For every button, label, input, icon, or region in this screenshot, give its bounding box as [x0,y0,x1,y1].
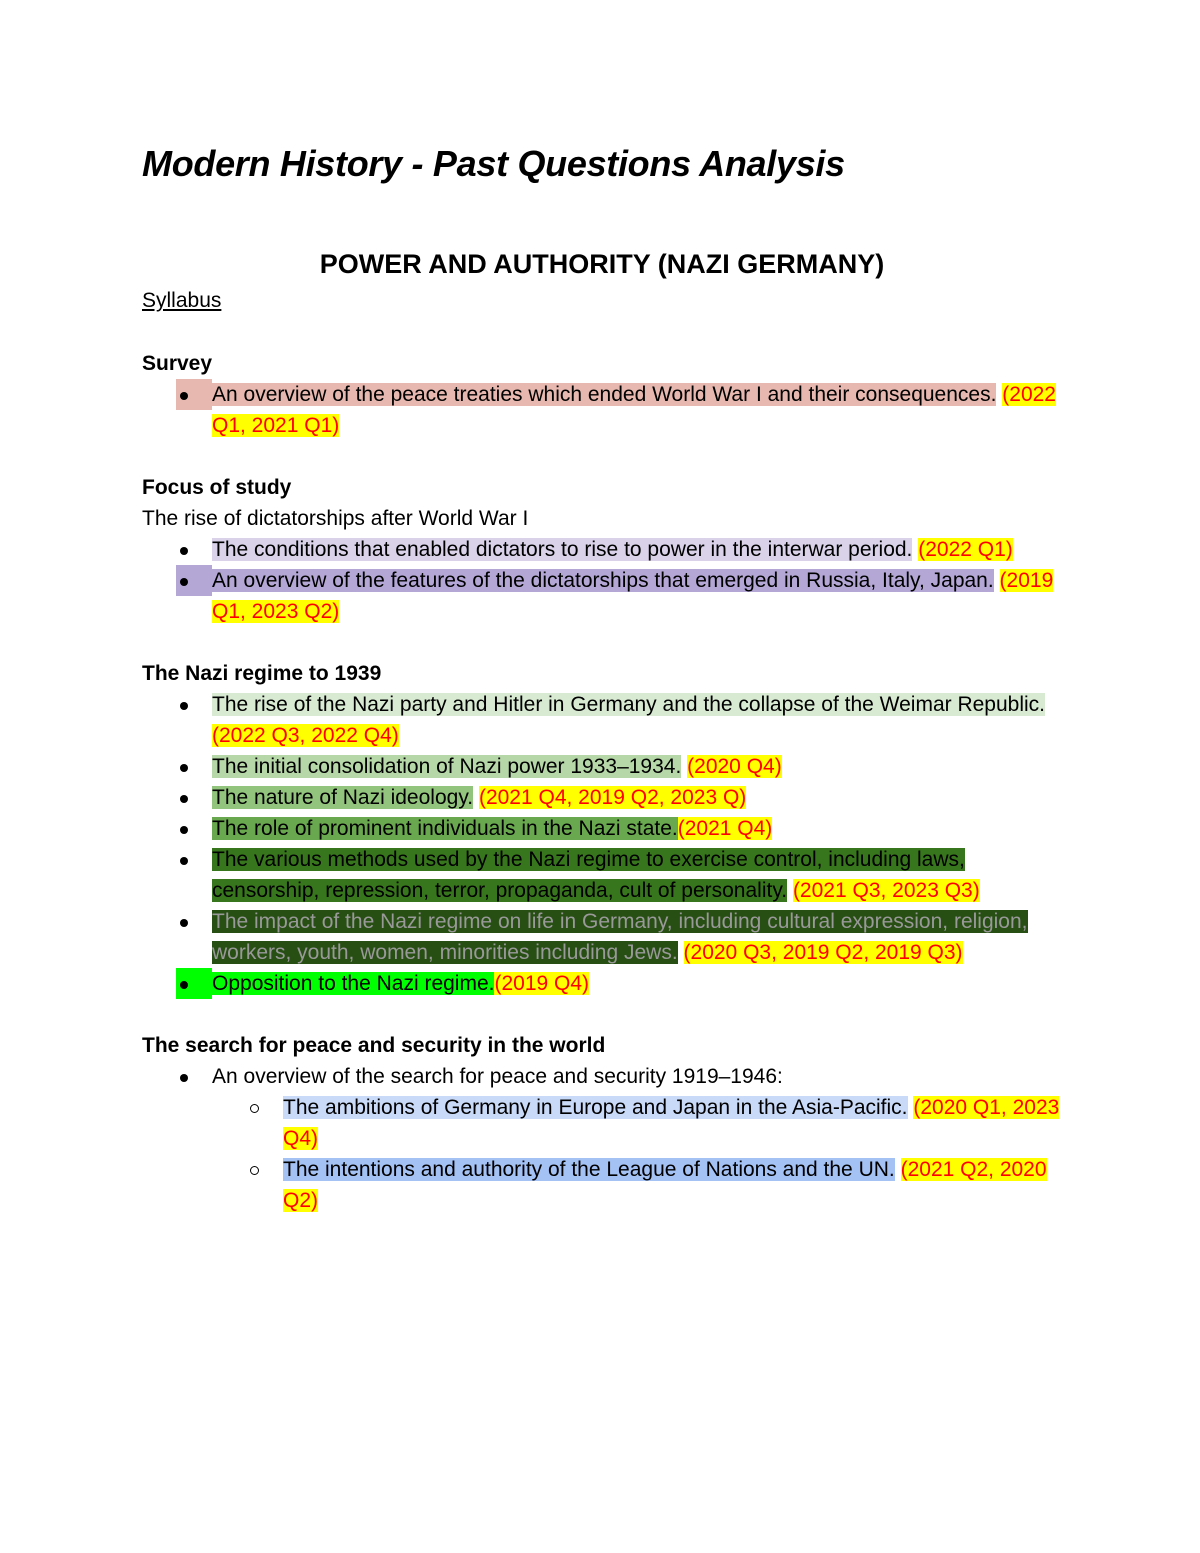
syllabus-point: An overview of the features of the dictatorships that emerged in Russia, Italy, Japan. [212,569,994,592]
exam-reference: (2020 Q1, 2023 Q4) [283,1096,1060,1150]
syllabus-point: The initial consolidation of Nazi power 1933–1934. [212,755,682,778]
list-item [142,534,1072,565]
bullet-icon [180,547,188,555]
list-item [142,844,1072,906]
syllabus-point: The impact of the Nazi regime on life in Germany, including cultural expression, religion, workers, youth, women, minorities including Jews. [212,910,1028,964]
bullet-icon [180,764,188,772]
syllabus-point: The rise of the Nazi party and Hitler in Germany and the collapse of the Weimar Republic. [212,693,1046,716]
syllabus-point: An overview of the search for peace and security 1919–1946: [212,1065,783,1088]
exam-reference: (2019 Q4) [494,972,590,995]
syllabus-point: The role of prominent individuals in the Nazi state. [212,817,678,840]
document-title: Modern History - Past Questions Analysis [142,143,845,184]
syllabus-subpoint: The intentions and authority of the League of Nations and the UN. [283,1158,895,1181]
syllabus-subpoint: The ambitions of Germany in Europe and Japan in the Asia-Pacific. [283,1096,908,1119]
bullet-icon [180,392,188,400]
list-item [142,379,1072,441]
syllabus-point: An overview of the peace treaties which ended World War I and their consequences. [212,383,997,406]
syllabus-point: The conditions that enabled dictators to rise to power in the interwar period. [212,538,913,561]
document-body [142,348,1072,1216]
exam-reference: (2020 Q3, 2019 Q2, 2019 Q3) [683,941,963,964]
syllabus-point: Opposition to the Nazi regime. [212,972,495,995]
peace-security-sublist [142,1092,1072,1216]
syllabus-link[interactable]: Syllabus [142,289,222,312]
hollow-bullet-icon [250,1104,259,1113]
exam-reference: (2020 Q4) [687,755,782,778]
list-item [142,782,1072,813]
sub-list-item [142,1092,1072,1154]
list-item [142,751,1072,782]
sub-list-item [142,1154,1072,1216]
bullet-icon [180,1074,188,1082]
survey-list [142,379,1072,441]
nazi-regime-heading: The Nazi regime to 1939 [142,662,382,685]
survey-heading: Survey [142,352,213,375]
focus-subheading: The rise of dictatorships after World War I [142,507,529,530]
bullet-icon [180,795,188,803]
bullet-icon [180,826,188,834]
bullet-icon [180,919,188,927]
bullet-icon [180,702,188,710]
list-item [142,813,1072,844]
peace-security-heading: The search for peace and security in the world [142,1034,606,1057]
list-item [142,689,1072,751]
section-title: POWER AND AUTHORITY (NAZI GERMANY) [319,249,885,279]
syllabus-point: The various methods used by the Nazi regime to exercise control, including laws, censorship, repression, terror, propaganda, cult of personality. [212,848,965,902]
list-item [142,565,1072,627]
document-content [142,140,1072,1212]
focus-list [142,534,1072,627]
hollow-bullet-icon [250,1166,259,1175]
peace-security-list [142,1061,1072,1092]
exam-reference: (2019 Q1, 2023 Q2) [212,569,1054,623]
exam-reference: (2022 Q1) [918,538,1013,561]
exam-reference: (2022 Q1, 2021 Q1) [212,383,1056,437]
exam-reference: (2021 Q4, 2019 Q2, 2023 Q) [478,786,747,809]
syllabus-point: The nature of Nazi ideology. [212,786,474,809]
exam-reference: (2021 Q2, 2020 Q2) [283,1158,1047,1212]
list-item [142,906,1072,968]
exam-reference: (2021 Q3, 2023 Q3) [792,879,980,902]
exam-reference: (2021 Q4) [677,817,773,840]
bullet-icon [180,578,188,586]
bullet-icon [180,981,188,989]
bullet-icon [180,857,188,865]
nazi-regime-list [142,689,1072,999]
list-item [142,1061,1072,1092]
exam-reference: (2022 Q3, 2022 Q4) [212,724,399,747]
focus-heading: Focus of study [142,476,292,499]
list-item [142,968,1072,999]
